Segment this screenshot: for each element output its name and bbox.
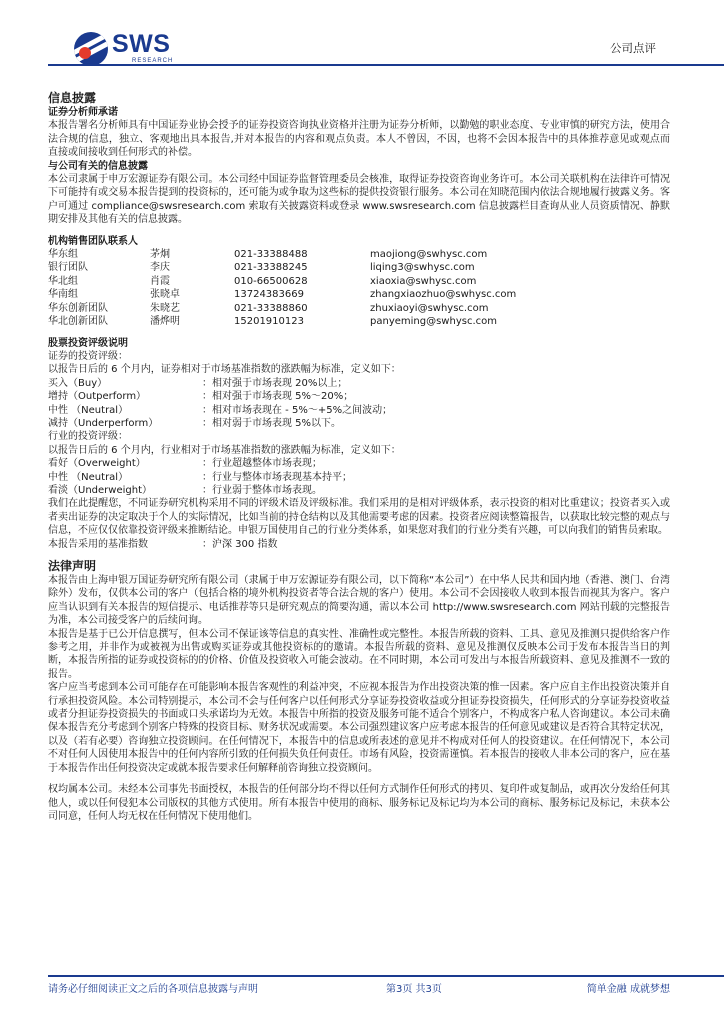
sales-contact-table xyxy=(48,248,516,328)
name-cell: 张晓卓 xyxy=(150,289,180,301)
table-row xyxy=(48,302,516,315)
rating-note: 我们在此提醒您，不同证券研究机构采用不同的评级术语及评级标准。我们采用的是相对评级体系，表示投资的相对比重建议；投资者买入或者卖出证券的决定取决于个人的实际情况，比如当前的持仓结构以及其他需要考虑的因素。投资者应阅读整篇报告，以获取比较完整的观点与信息，不应仅仅依靠投资评级来推断结论。申银万国使用自己的行业分类体系，如果您对我们的行业分类有兴趣，可以向我们的销售员索取。 xyxy=(48,498,670,537)
phone-cell: 010-66500628 xyxy=(234,275,308,287)
rating-key: 买入（Buy） xyxy=(48,377,108,389)
team-cell: 银行团队 xyxy=(48,262,88,274)
name-cell: 茅炯 xyxy=(150,249,170,261)
table-row xyxy=(48,538,277,551)
table-row xyxy=(48,261,516,274)
team-cell: 华北创新团队 xyxy=(48,316,108,328)
industry-rating-desc: 以报告日后的 6 个月内，行业相对于市场基准指数的涨跌幅为标准，定义如下： xyxy=(48,444,401,456)
related-statement: 本公司隶属于申万宏源证券有限公司。本公司经中国证券监督管理委员会核准，取得证券投资咨询业务许可。本公司关联机构在法律许可情况下可能持有或交易本报告提到的投资标的，还可能为或争取为这些标的提供投资银行服务。本公司在知晓范围内依法合规地履行披露义务。客户可通过 compliance@swsresearch.com 索取有关披露资料或登录 www.swsresearch.com 信息披露栏目查询从业人员资质情况、静默期安排及其他有关的信息披露。 xyxy=(48,174,670,226)
page-content xyxy=(48,91,670,823)
logo-text: SWS xyxy=(112,30,171,58)
rating-value: ：相对弱于市场表现 5%以下。 xyxy=(202,417,342,429)
analyst-statement: 本报告署名分析师具有中国证券业协会授予的证券投资咨询执业资格并注册为证券分析师，以勤勉的职业态度、专业审慎的研究方法，使用合法合规的信息，独立、客观地出具本报告,并对本报告的内容和观点负责。本人不曾因，不因，也将不会因本报告中的具体推荐意见或观点而直接或间接收到任何形式的补偿。 xyxy=(48,120,670,159)
rating-key: 看淡（Underweight） xyxy=(48,484,152,496)
email-cell[interactable]: maojiong@swhysc.com xyxy=(370,249,488,261)
rating-key: 增持（Outperform） xyxy=(48,391,147,403)
rating-value: ：行业超越整体市场表现； xyxy=(202,458,322,470)
email-cell[interactable]: xiaoxia@swhysc.com xyxy=(370,275,477,287)
footer-disclaimer: 请务必仔细阅读正文之后的各项信息披露与声明 xyxy=(48,984,258,995)
report-type-label: 公司点评 xyxy=(610,41,656,55)
rating-key: 看好（Overweight） xyxy=(48,458,146,470)
footer-slogan: 简单金融 成就梦想 xyxy=(586,984,670,995)
disclosure-title: 信息披露 xyxy=(48,91,97,105)
email-cell[interactable]: zhuxiaoyi@swhysc.com xyxy=(370,302,489,314)
rating-key: 减持（Underperform） xyxy=(48,417,159,429)
email-cell[interactable]: liqing3@swhysc.com xyxy=(370,262,475,274)
team-cell: 华东组 xyxy=(48,249,78,261)
team-cell: 华东创新团队 xyxy=(48,302,108,314)
team-cell: 华南组 xyxy=(48,289,78,301)
sales-heading: 机构销售团队联系人 xyxy=(48,235,138,247)
benchmark-label: 本报告采用的基准指数 xyxy=(48,538,148,550)
analyst-heading: 证券分析师承诺 xyxy=(48,107,118,118)
name-cell: 肖霞 xyxy=(150,275,170,287)
name-cell: 朱晓艺 xyxy=(150,302,180,314)
related-heading: 与公司有关的信息披露 xyxy=(48,160,148,172)
email-cell[interactable]: panyeming@swhysc.com xyxy=(370,316,497,328)
table-row xyxy=(48,275,516,288)
page-header xyxy=(0,0,724,70)
phone-cell: 021-33388245 xyxy=(234,262,308,274)
table-row xyxy=(48,377,392,390)
legal-paragraph: 本报告是基于已公开信息撰写，但本公司不保证该等信息的真实性、准确性或完整性。本报告所载的资料、工具、意见及推测只提供给客户作参考之用，并非作为或被视为出售或购买证券或其他投资标的的邀请。本报告所载的资料、意见及推测仅反映本公司于发布本报告当日的判断，本报告所指的证券或投资标的的价格、价值及投资收入可能会波动。在不同时期，本公司可发出与本报告所载资料、意见及推测不一致的报告。 xyxy=(48,628,670,680)
table-row xyxy=(48,457,352,470)
logo-emblem-icon xyxy=(74,32,108,66)
footer-divider xyxy=(48,975,724,977)
table-row xyxy=(48,390,392,403)
page-number: 第3页 共3页 xyxy=(386,984,442,995)
rating-key: 中性 （Neutral） xyxy=(48,404,129,416)
table-row xyxy=(48,288,516,301)
stock-rating-label: 证券的投资评级： xyxy=(48,350,128,362)
stock-rating-table xyxy=(48,377,392,431)
stock-rating-desc: 以报告日后的 6 个月内，证券相对于市场基准指数的涨跌幅为标准，定义如下： xyxy=(48,364,401,376)
table-row xyxy=(48,471,352,484)
email-cell[interactable]: zhangxiaozhuo@swhysc.com xyxy=(370,289,517,301)
legal-title: 法律声明 xyxy=(48,559,97,573)
table-row xyxy=(48,417,392,430)
phone-cell: 15201910123 xyxy=(234,316,304,328)
phone-cell: 021-33388488 xyxy=(234,249,308,261)
legal-paragraph: 本报告由上海申银万国证券研究所有限公司（隶属于申万宏源证券有限公司，以下简称“本公司”）在中华人民共和国内地（香港、澳门、台湾除外）发布，仅供本公司的客户（包括合格的境外机构投资者等合法合规的客户）使用。本公司不会因接收人收到本报告而视其为客户。客户应当认识到有关本报告的短信提示、电话推荐等只是研究观点的简要沟通，需以本公司 http://www.swsresearch.com 网站刊载的完整报告为准，本公司接受客户的后续问询。 xyxy=(48,575,670,627)
industry-rating-table xyxy=(48,457,352,497)
industry-rating-label: 行业的投资评级： xyxy=(48,431,128,443)
rating-value: ：相对强于市场表现 5%～20%； xyxy=(202,391,354,403)
benchmark-table xyxy=(48,538,277,551)
rating-value: ：行业与整体市场表现基本持平； xyxy=(202,471,352,483)
rating-key: 中性 （Neutral） xyxy=(48,471,129,483)
table-row xyxy=(48,248,516,261)
rating-value: ：相对强于市场表现 20%以上； xyxy=(202,377,348,389)
logo-subtext: RESEARCH xyxy=(132,58,174,64)
phone-cell: 021-33388860 xyxy=(234,302,308,314)
table-row xyxy=(48,484,352,497)
legal-paragraph: 权均属本公司。未经本公司事先书面授权，本报告的任何部分均不得以任何方式制作任何形式的拷贝、复印件或复制品，或再次分发给任何其他人，或以任何侵犯本公司版权的其他方式使用。所有本报告中使用的商标、服务标记及标记均为本公司的商标、服务标记及标记，未获本公司同意，任何人均无权在任何情况下使用他们。 xyxy=(48,784,670,822)
rating-value: ：行业弱于整体市场表现。 xyxy=(202,484,322,496)
header-divider xyxy=(48,64,724,66)
name-cell: 潘烨明 xyxy=(150,316,180,328)
benchmark-value: ：沪深 300 指数 xyxy=(202,538,278,550)
legal-paragraph: 客户应当考虑到本公司可能存在可能影响本报告客观性的利益冲突，不应视本报告为作出投资决策的惟一因素。客户应自主作出投资决策并自行承担投资风险。本公司特别提示，本公司不会与任何客户以任何形式分享证券投资收益或分担证券投资损失，任何形式的分享证券投资收益或者分担证券投资损失的书面或口头承诺均为无效。本报告中所指的投资及服务可能不适合个别客户，不构成客户私人咨询建议。本公司未确保本报告充分考虑到个别客户特殊的投资目标、财务状况或需要。本公司强烈建议客户应考虑本报告的任何意见或建议是否符合其特定状况，以及（若有必要）咨询独立投资顾问。在任何情况下，本报告中的信息或所表述的意见并不构成对任何人的投资建议。在任何情况下，本公司不对任何人因使用本报告中的任何内容所引致的任何损失负任何责任。市场有风险，投资需谨慎。若本报告的接收人非本公司的客户，应在基于本报告作出任何投资决定或就本报告要求任何解释前咨询独立投资顾问。 xyxy=(48,682,670,774)
team-cell: 华北组 xyxy=(48,275,78,287)
table-row xyxy=(48,404,392,417)
phone-cell: 13724383669 xyxy=(234,289,304,301)
table-row xyxy=(48,315,516,328)
name-cell: 李庆 xyxy=(150,262,170,274)
rating-value: ：相对市场表现在 - 5%～+5%之间波动； xyxy=(202,404,393,416)
rating-heading: 股票投资评级说明 xyxy=(48,337,128,349)
